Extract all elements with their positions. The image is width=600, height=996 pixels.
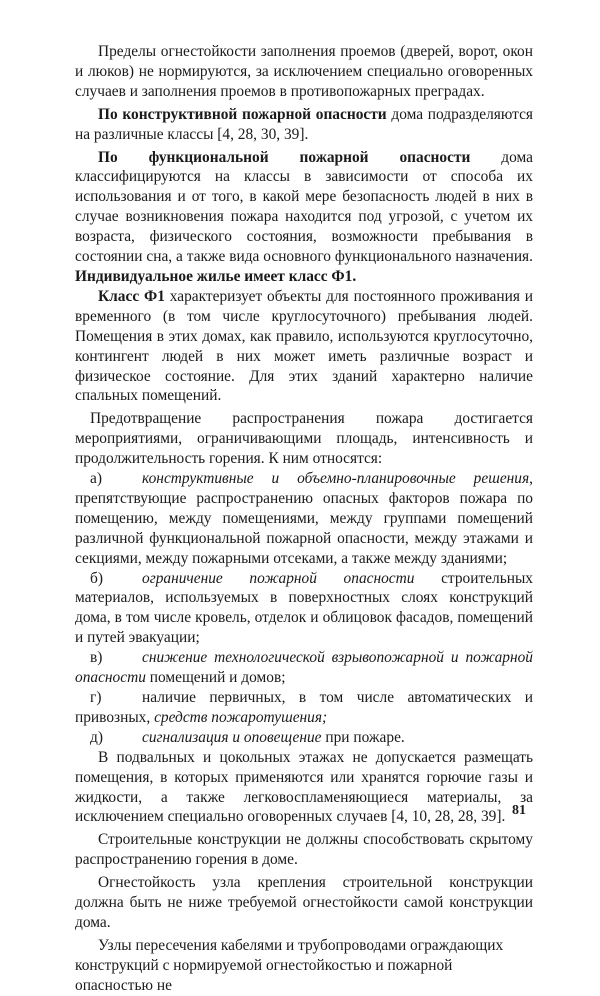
- bold-conclusion: Индивидуальное жилье имеет класс Ф1.: [75, 267, 357, 285]
- italic-term: конструктивные и объемно-планировочные решения: [142, 470, 530, 488]
- paragraph-hidden-spread: [75, 830, 533, 870]
- italic-term: ограничение пожарной опасности: [142, 569, 415, 587]
- paragraph-joint-fire-resistance: [75, 873, 533, 933]
- paragraph-opening-fill-limits: [75, 42, 533, 102]
- list-marker: б): [90, 569, 103, 587]
- page-number: 81: [512, 803, 526, 818]
- paragraph-functional-hazard: [75, 148, 533, 287]
- bold-term: По функциональной пожарной опасности: [98, 148, 471, 166]
- list-marker: а): [90, 470, 102, 488]
- list-item-text: при пожаре.: [321, 728, 405, 746]
- italic-term: средств пожаротушения;: [154, 708, 328, 726]
- paragraph-text: характеризует объекты для постоянного проживания и временного (в том числе круглосуточного) пребывания людей. Помещения в этих домах, как правило, используются круглосуточно, контингент людей в них может иметь различные возраст и физическое состояние. Для этих зданий характерно наличие спальных помещений.: [75, 287, 534, 405]
- paragraph-cable-crossings: [75, 936, 533, 996]
- paragraph-text: Огнестойкость узла крепления строительной конструкции должна быть не ниже требуемой огнестойкости самой конструкции дома.: [75, 874, 533, 931]
- paragraph-basements: [75, 748, 533, 828]
- list-marker: г): [90, 689, 102, 706]
- paragraph-text: Предотвращение распространения пожара достигается мероприятиями, ограничивающими площадь, интенсивность и продолжительность горения. К ним относятся:: [75, 410, 533, 468]
- list-item-e: [75, 728, 533, 748]
- paragraph-text: Узлы пересечения кабелями и трубопроводами ограждающих конструкций с нормируемой огнестойкостью и пожарной опасностью не: [75, 936, 504, 994]
- paragraph-fire-prevention: [75, 409, 533, 469]
- list-marker: д): [90, 728, 103, 746]
- list-item-a: [75, 469, 533, 569]
- italic-term: сигнализация и оповещение: [142, 728, 322, 746]
- bold-term: Класс Ф1: [98, 287, 165, 305]
- page-body: [75, 42, 533, 996]
- list-item-c: [75, 648, 533, 688]
- list-item-b: [75, 569, 533, 649]
- paragraph-text: Пределы огнестойкости заполнения проемов (дверей, ворот, окон и люков) не нормируются, за исключением специально оговоренных случаев и заполнения проемов в противопожарных преградах.: [75, 43, 533, 100]
- paragraph-text: В подвальных и цокольных этажах не допускается размещать помещения, в которых применяются или хранятся горючие газы и жидкости, а также легковоспламеняющиеся материалы, за исключением специально оговоренных случаев [4, 10, 28, 28, 39].: [75, 748, 533, 826]
- list-item-text: наличие первичных, в том числе автоматических и привозных,: [75, 689, 533, 726]
- paragraph-text: Строительные конструкции не должны способствовать скрытому распространению горения в доме.: [75, 831, 533, 869]
- list-item-text: , препятствующие распространению опасных факторов пожара по помещению, между помещениями, между группами помещений различной функциональной пожарной опасности, между этажами и секциями, между пожарными отсеками, а также между зданиями;: [75, 470, 533, 567]
- bold-term: По конструктивной пожарной опасности: [98, 105, 387, 123]
- list-item-text: строительных материалов, используемых в поверхностных слоях конструкций дома, в том числе кровель, отделок и облицовок фасадов, помещений и путей эвакуации;: [75, 569, 533, 647]
- italic-term: снижение технологической взрывопожарной и пожарной опасности: [75, 649, 533, 687]
- paragraph-text: дома классифицируются на классы в зависимости от способа их использования и от того, в какой мере безопасность людей в них в случае возникновения пожара находится под угрозой, с учетом их возраста, физического состояния, возможности пребывания в состоянии сна, а также вида основного функционального назначения.: [75, 148, 533, 266]
- paragraph-class-f1: [75, 287, 533, 406]
- paragraph-constructive-hazard: [75, 105, 533, 145]
- list-marker: в): [90, 649, 103, 667]
- paragraph-text: дома подразделяются на различные классы [4, 28, 30, 39].: [75, 105, 533, 143]
- list-item-text: помещений и домов;: [145, 669, 286, 687]
- list-item-d: [75, 688, 533, 728]
